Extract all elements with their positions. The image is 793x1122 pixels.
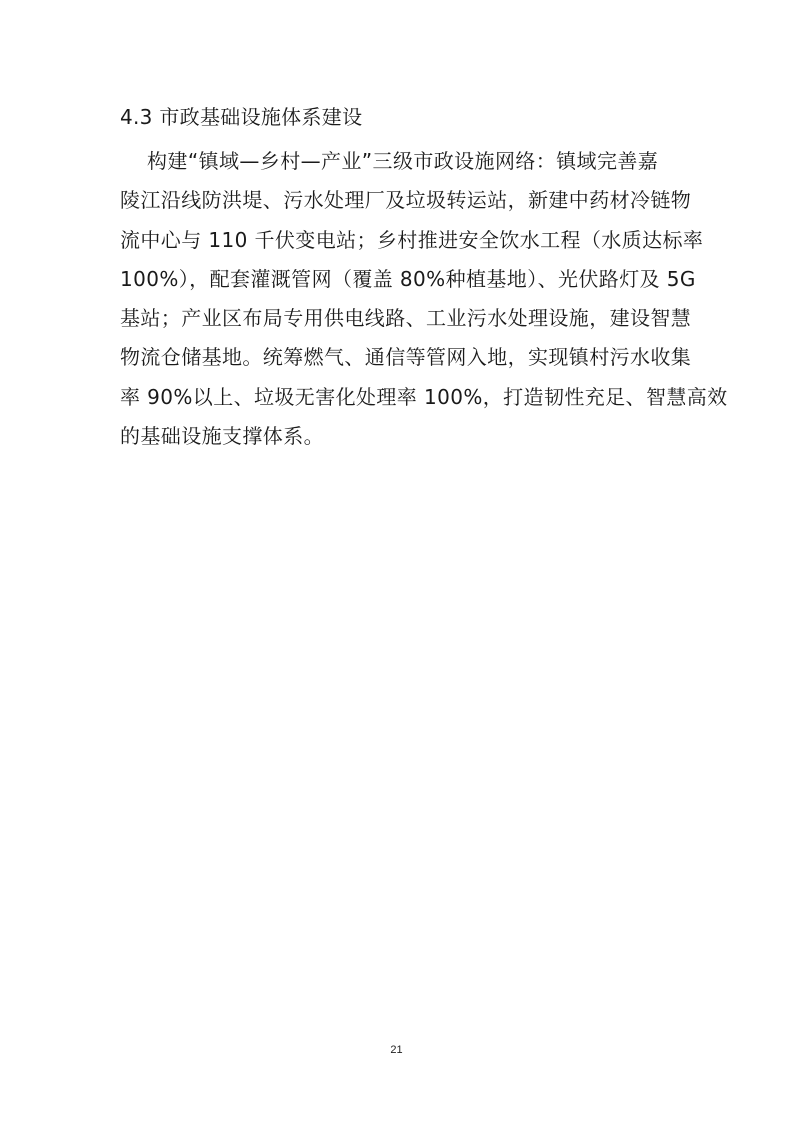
paragraph-line: 率 90%以上、垃圾无害化处理率 100%，打造韧性充足、智慧高效 — [120, 384, 728, 409]
section-heading: 4.3 市政基础设施体系建设 — [120, 105, 363, 129]
paragraph-line: 流中心与 110 千伏变电站；乡村推进安全饮水工程（水质达标率 — [120, 227, 704, 252]
paragraph-line: 构建“镇域—乡村—产业”三级市政设施网络：镇域完善嘉 — [120, 149, 659, 173]
paragraph-line: 100%），配套灌溉管网（覆盖 80%种植基地）、光伏路灯及 5G — [120, 266, 696, 291]
paragraph-line: 的基础设施支撑体系。 — [120, 424, 324, 449]
paragraph-line: 陵江沿线防洪堤、污水处理厂及垃圾转运站，新建中药材冷链物 — [120, 188, 692, 213]
page-number: 21 — [390, 1044, 403, 1056]
body-paragraph — [120, 148, 728, 462]
paragraph-line: 物流仓储基地。统筹燃气、通信等管网入地，实现镇村污水收集 — [120, 345, 692, 370]
paragraph-line: 基站；产业区布局专用供电线路、工业污水处理设施，建设智慧 — [120, 306, 692, 331]
